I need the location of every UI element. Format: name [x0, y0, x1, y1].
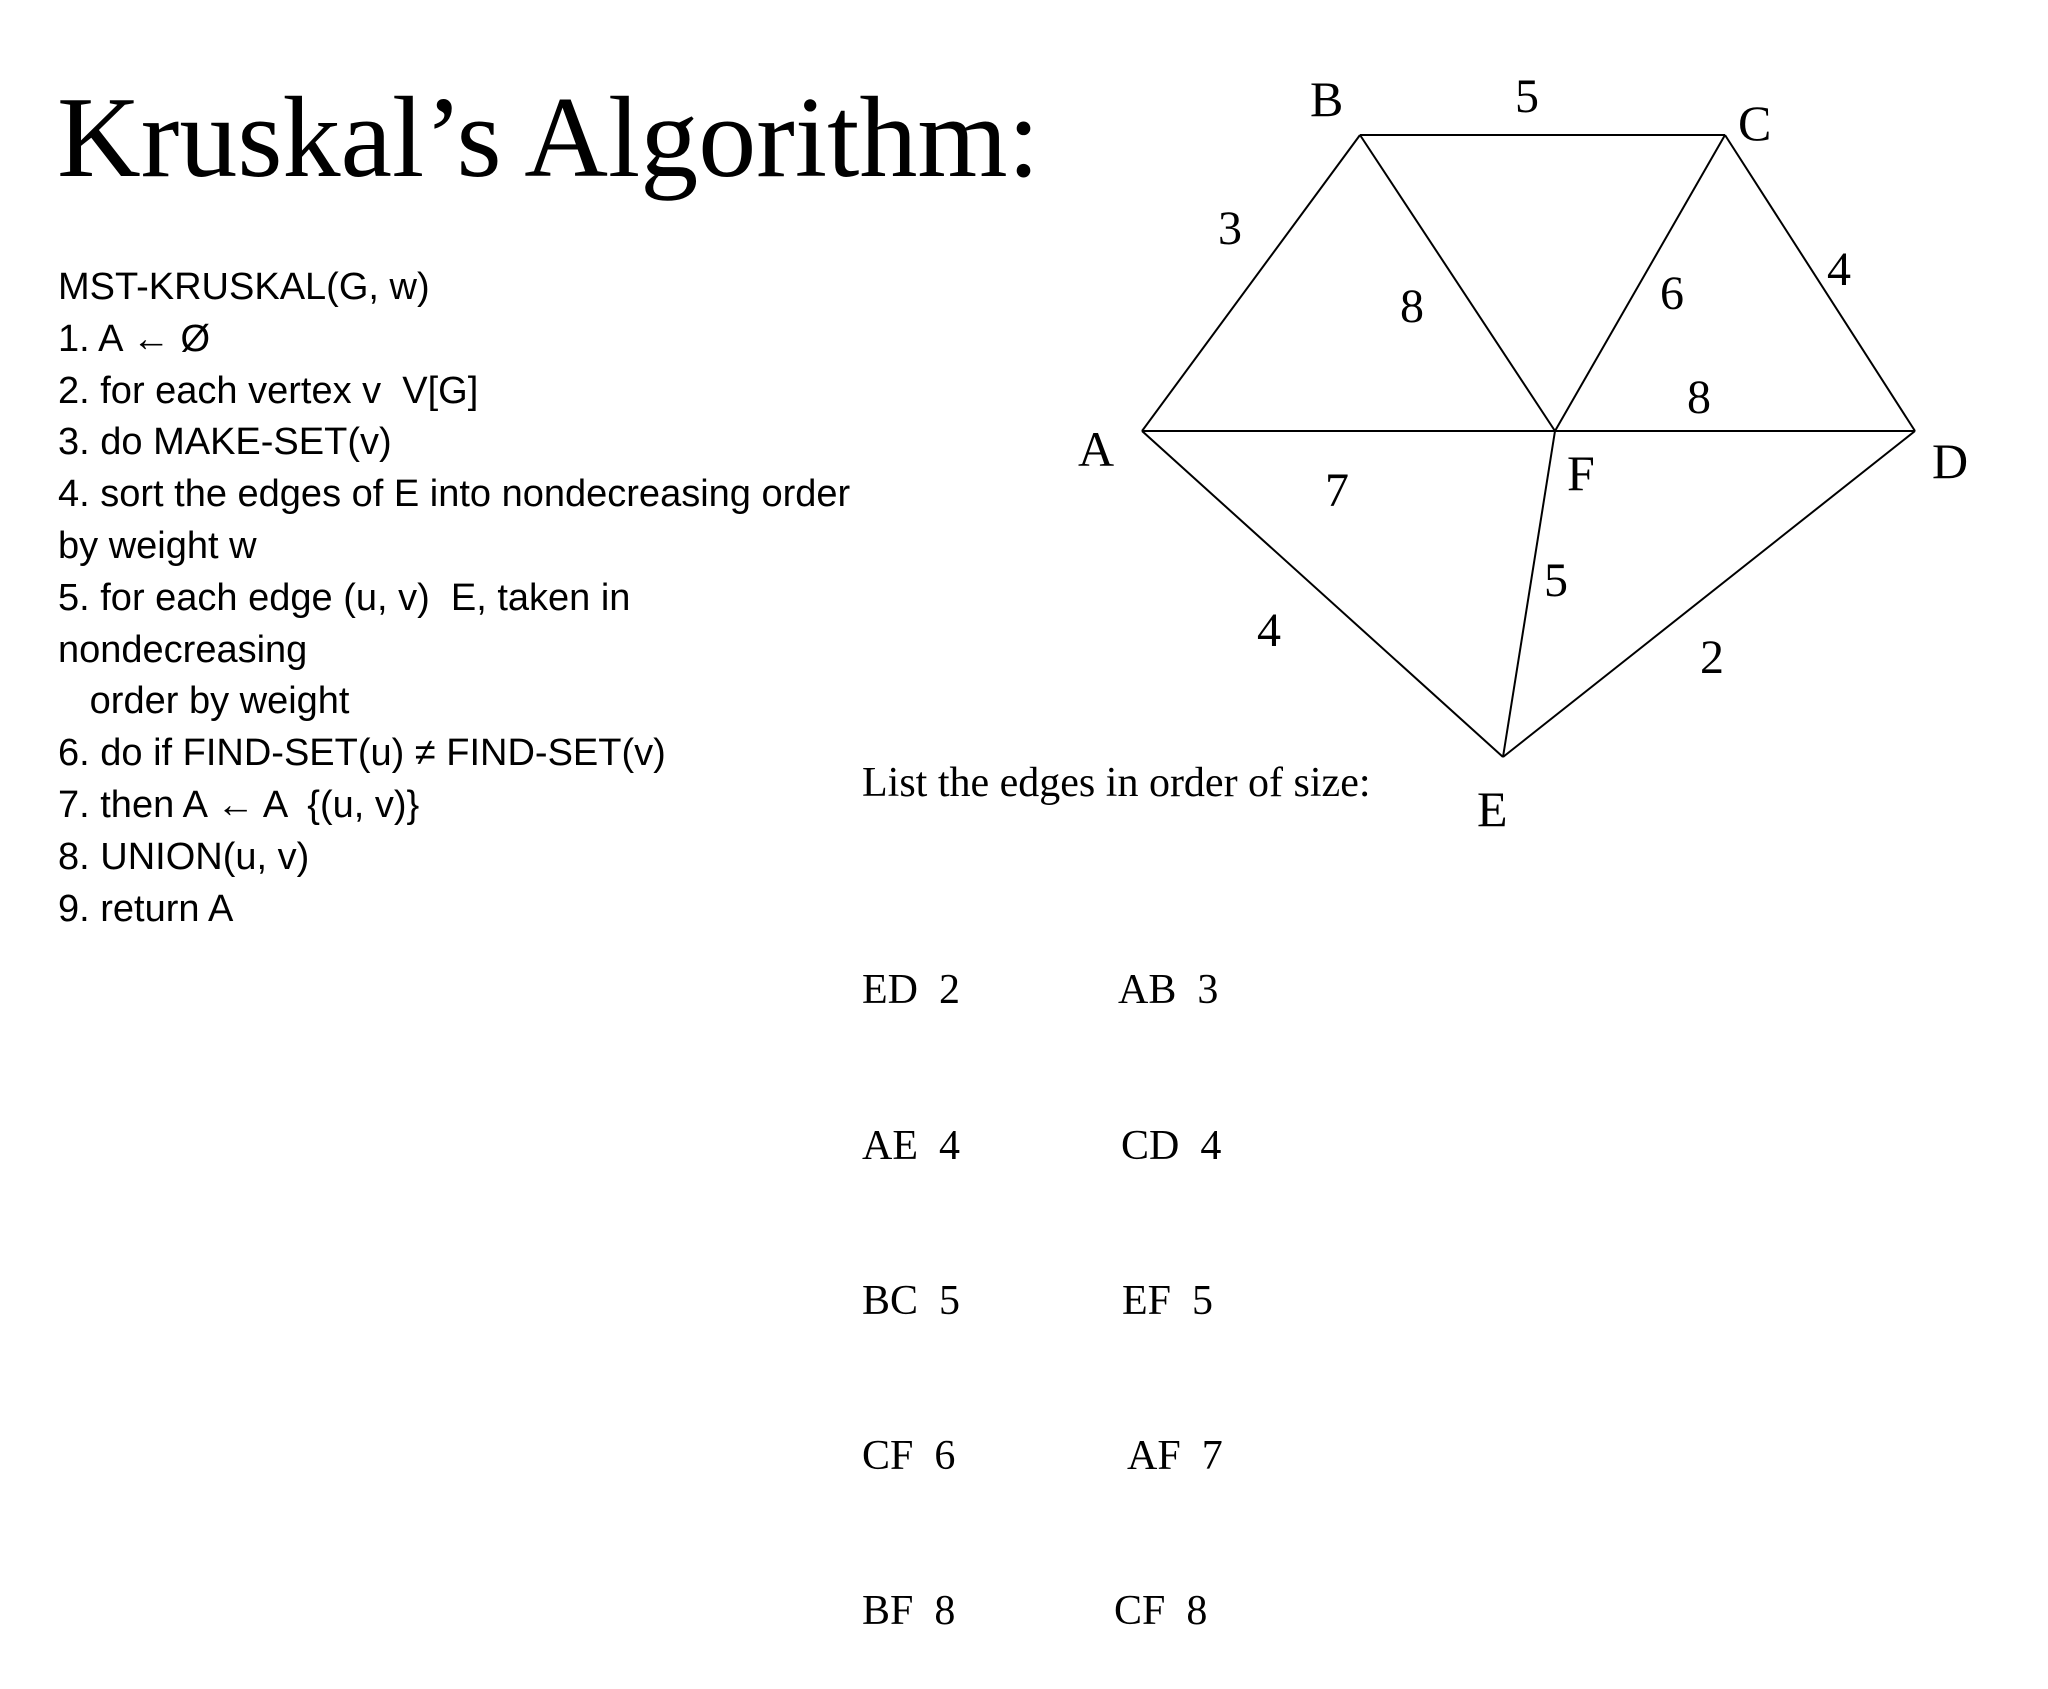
edge-weight-bf: 8 — [1400, 280, 1424, 333]
edge-weight-cd: 4 — [1827, 243, 1851, 296]
edge-list-heading: List the edges in order of size: — [862, 760, 1371, 806]
edge-list-item: BF 8 — [862, 1587, 956, 1634]
edge-list-left-column — [862, 862, 960, 1689]
edge-weight-fd: 8 — [1687, 371, 1711, 424]
graph-edge-cd — [1725, 135, 1915, 431]
edge-weight-fe: 5 — [1544, 554, 1568, 607]
vertex-label-b: B — [1310, 71, 1344, 127]
pseudocode-line: by weight w — [58, 524, 257, 567]
edge-list-item: AB 3 — [1118, 967, 1219, 1014]
vertex-label-c: C — [1738, 95, 1772, 151]
pseudocode-line: 1. A ← Ø — [58, 317, 211, 360]
pseudocode-line: 9. return A — [58, 887, 234, 930]
graph-edge-ab — [1142, 135, 1360, 431]
edge-weight-ed: 2 — [1700, 631, 1724, 684]
edge-list-item: CF 8 — [1114, 1587, 1208, 1634]
edge-list-item: BC 5 — [862, 1277, 961, 1324]
edge-list-item: AF 7 — [1127, 1432, 1223, 1479]
pseudocode-line: order by weight — [58, 680, 350, 723]
pseudocode-line: 6. do if FIND-SET(u) ≠ FIND-SET(v) — [58, 732, 666, 775]
edge-weight-af: 7 — [1325, 464, 1349, 517]
vertex-label-f: F — [1567, 445, 1595, 501]
edge-weight-cf: 6 — [1660, 267, 1684, 320]
vertex-label-d: D — [1932, 433, 1969, 489]
pseudocode-line: 3. do MAKE-SET(v) — [58, 421, 392, 464]
pseudocode-line: MST-KRUSKAL(G, w) — [58, 266, 430, 308]
edge-list-item: CF 6 — [862, 1432, 956, 1479]
edge-weight-ae: 4 — [1257, 604, 1281, 657]
edge-list-item: ED 2 — [862, 967, 960, 1014]
graph-edge-ae — [1142, 431, 1503, 757]
graph-edge-bf — [1360, 135, 1555, 431]
pseudocode-line: 7. then A ← A {(u, v)} — [58, 783, 420, 826]
pseudocode-line: 2. for each vertex v V[G] — [58, 369, 479, 412]
pseudocode-line: 5. for each edge (u, v) E, taken in — [58, 576, 631, 619]
edge-weight-ab: 3 — [1218, 202, 1242, 255]
pseudocode-line: 8. UNION(u, v) — [58, 835, 310, 878]
edge-list-item: CD 4 — [1121, 1122, 1222, 1169]
edge-list-right-column — [1114, 862, 1223, 1689]
edge-list-item: EF 5 — [1122, 1277, 1214, 1324]
vertex-label-a: A — [1078, 421, 1115, 477]
pseudocode-line: 4. sort the edges of E into nondecreasing order — [58, 473, 851, 516]
edge-weight-bc: 5 — [1515, 70, 1539, 123]
slide-title: Kruskal’s Algorithm: — [57, 74, 1040, 202]
vertex-label-e: E — [1477, 781, 1508, 837]
edge-list-item: AE 4 — [862, 1122, 960, 1169]
pseudocode-line: nondecreasing — [58, 628, 308, 671]
